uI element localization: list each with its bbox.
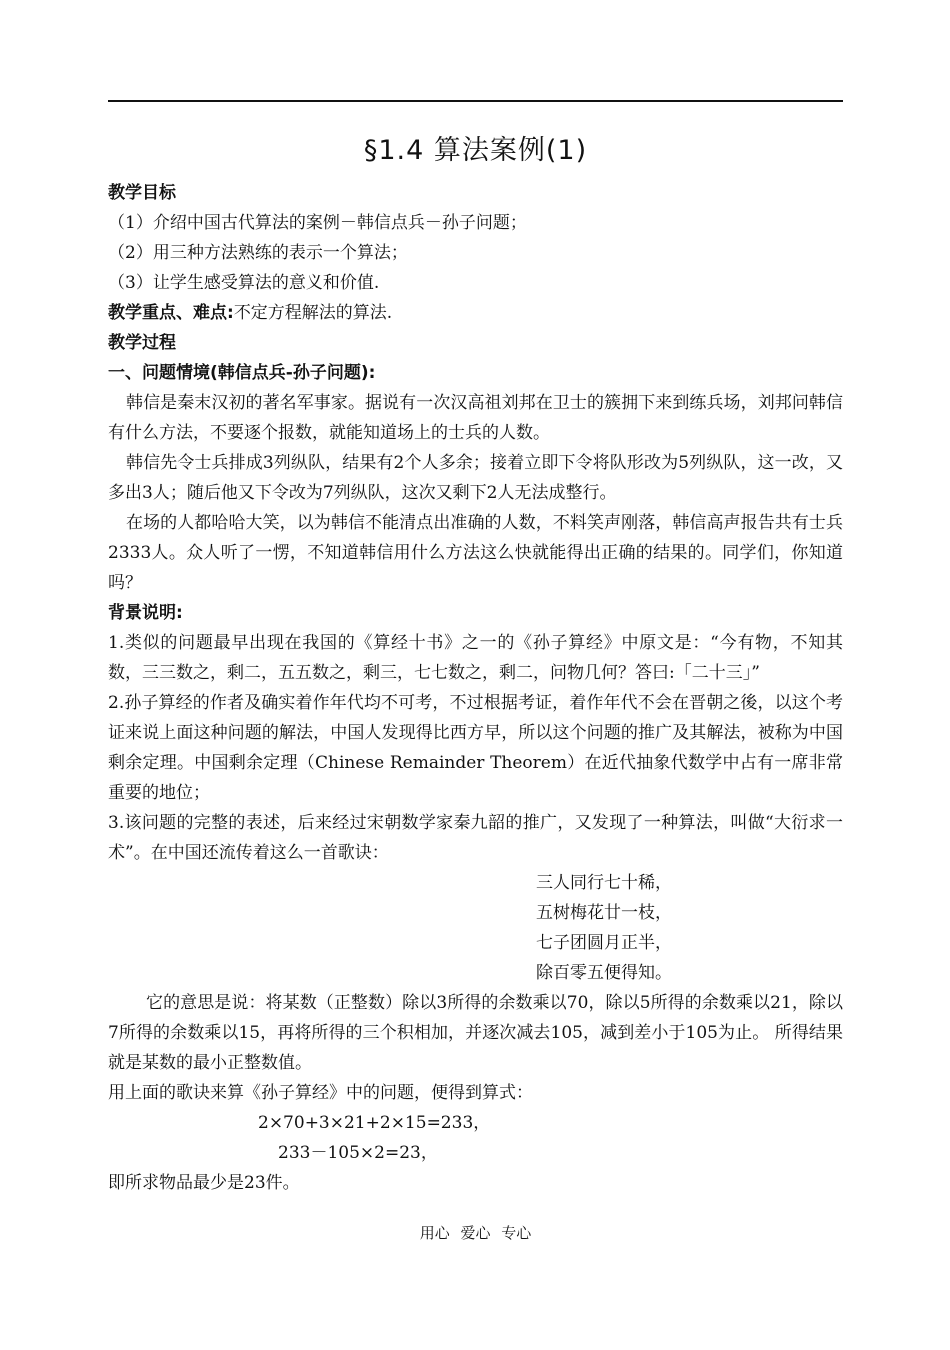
footer-word: 专心 — [501, 1224, 532, 1242]
story-paragraph: 在场的人都哈哈大笑，以为韩信不能清点出准确的人数，不料笑声刚落，韩信高声报告共有士兵2333人。众人听了一愣，不知道韩信用什么方法这么快就能得出正确的结果的。同学们，你知道吗？ — [108, 513, 843, 593]
poem-line: 除百零五便得知。 — [536, 963, 672, 983]
header-rule — [108, 100, 843, 102]
footer-word: 用心 — [419, 1224, 450, 1242]
explanation-paragraph: 它的意思是说：将某数（正整数）除以3所得的余数乘以70，除以5所得的余数乘以21，除以7所得的余数乘以15，再将所得的三个积相加，并逐次减去105，减到差小于105为止。 所得结果就是某数的最小正整数值。 — [108, 993, 843, 1073]
conclusion: 即所求物品最少是23件。 — [108, 1173, 300, 1193]
objective-item: （2）用三种方法熟练的表示一个算法； — [108, 243, 408, 263]
page-footer — [108, 1222, 843, 1243]
background-item: 2.孙子算经的作者及确实着作年代均不可考，不过根据考证，着作年代不会在晋朝之後，以这个考证来说上面这种问题的解法，中国人发现得比西方早，所以这个问题的推广及其解法，被称为中国剩余定理。中国剩余定理（Chinese Remainder Theorem）在近代抽象代数学中占有一席非常重要的地位； — [108, 693, 843, 803]
page-title: §1.4 算法案例(1) — [363, 135, 588, 166]
story-paragraph: 韩信先令士兵排成3列纵队，结果有2个人多余；接着立即下令将队形改为5列纵队，这一改，又多出3人；随后他又下令改为7列纵队，这次又剩下2人无法成整行。 — [108, 453, 843, 503]
formula-line: 233－105×2=23， — [278, 1143, 438, 1163]
key-points-label: 教学重点、难点: — [108, 303, 234, 323]
process-heading: 教学过程 — [108, 333, 176, 353]
calc-intro: 用上面的歌诀来算《孙子算经》中的问题，便得到算式： — [108, 1083, 533, 1103]
key-points — [108, 298, 843, 328]
poem-line: 三人同行七十稀， — [536, 873, 672, 893]
background-heading: 背景说明: — [108, 603, 183, 623]
key-points-text: 不定方程解法的算法. — [233, 303, 393, 323]
document-body — [108, 178, 843, 1198]
poem-line: 七子团圆月正半， — [536, 933, 672, 953]
objective-item: （1）介绍中国古代算法的案例－韩信点兵－孙子问题； — [108, 213, 527, 233]
objectives-heading: 教学目标 — [108, 183, 176, 203]
background-item: 1.类似的问题最早出现在我国的《算经十书》之一的《孙子算经》中原文是：“今有物，不知其数，三三数之，剩二，五五数之，剩三，七七数之，剩二，问物几何？答曰:「二十三」” — [108, 633, 843, 683]
section1-heading: 一、问题情境(韩信点兵-孙子问题): — [108, 363, 376, 383]
story-paragraph: 韩信是秦末汉初的著名军事家。据说有一次汉高祖刘邦在卫士的簇拥下来到练兵场，刘邦问韩信有什么方法，不要逐个报数，就能知道场上的士兵的人数。 — [108, 393, 843, 443]
background-item: 3.该问题的完整的表述，后来经过宋朝数学家秦九韶的推广，又发现了一种算法，叫做“大衍求一术”。在中国还流传着这么一首歌诀： — [108, 813, 843, 863]
formula-line: 2×70+3×21+2×15=233， — [258, 1113, 491, 1133]
poem-line: 五树梅花廿一枝， — [536, 903, 672, 923]
objective-item: （3）让学生感受算法的意义和价值. — [108, 273, 380, 293]
document-page — [108, 0, 843, 1350]
footer-word: 爱心 — [460, 1224, 491, 1242]
